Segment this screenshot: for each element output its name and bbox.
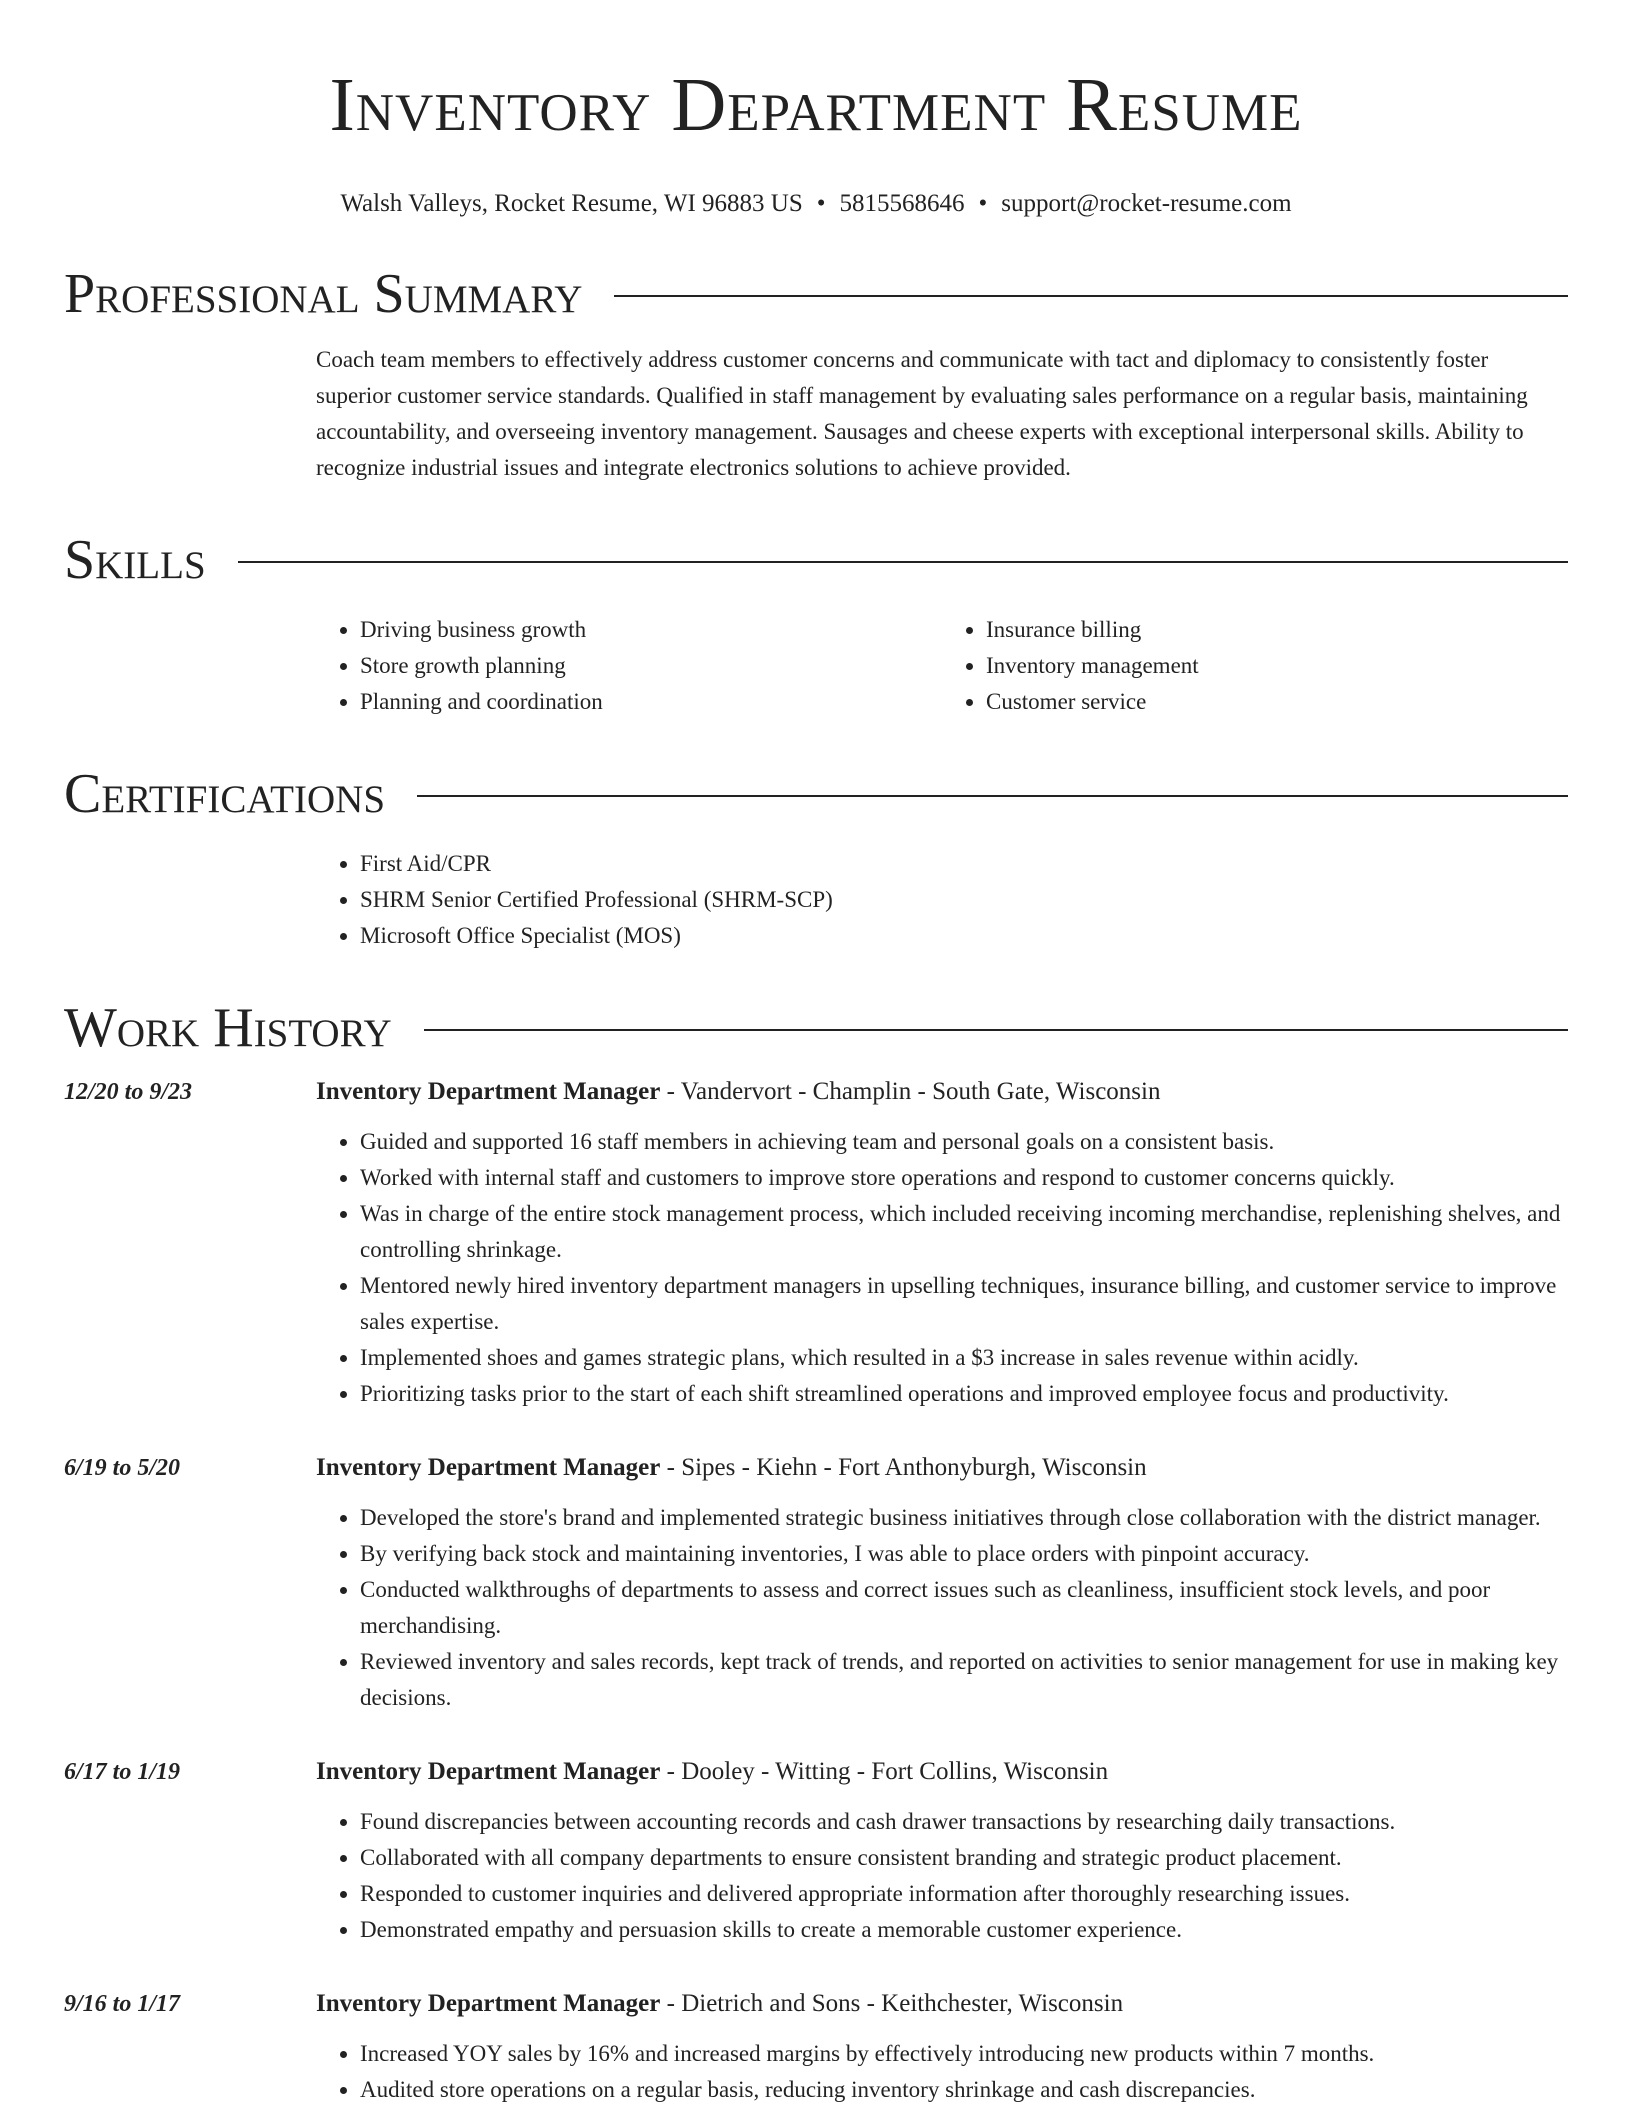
- job-bullet: • Responded to customer inquiries and delivered appropriate information after thoroughly researching issues.: [360, 1876, 1568, 1912]
- section-header-skills: [64, 530, 1568, 590]
- section-header-certifications: [64, 764, 1568, 824]
- job-bullets: [316, 1804, 1568, 1948]
- job-entry: [64, 1754, 1568, 1948]
- section-title-skills: Skills: [64, 529, 206, 591]
- section-divider: [424, 1029, 1568, 1031]
- job-employer: - Sipes - Kiehn - Fort Anthonyburgh, Wisconsin: [660, 1454, 1147, 1481]
- job-employer: - Dietrich and Sons - Keithchester, Wisconsin: [660, 1990, 1124, 2017]
- job-bullet: • Guided and supported 16 staff members in achieving team and personal goals on a consistent basis.: [360, 1124, 1568, 1160]
- job-bullets: [316, 2036, 1568, 2108]
- job-employer: - Vandervort - Champlin - South Gate, Wisconsin: [660, 1078, 1161, 1105]
- job-bullets: [316, 1124, 1568, 1412]
- job-bullet: • Prioritizing tasks prior to the start of each shift streamlined operations and improved employee focus and productivity.: [360, 1376, 1568, 1412]
- job-bullet: • Worked with internal staff and customers to improve store operations and respond to customer concerns quickly.: [360, 1160, 1568, 1196]
- job-details: [316, 1450, 1568, 1716]
- section-header-work-history: [64, 998, 1568, 1058]
- job-bullet: • Was in charge of the entire stock management process, which included receiving incoming merchandise, replenishing shelves, and controlling shrinkage.: [360, 1196, 1568, 1268]
- skills-column-left: [316, 612, 942, 720]
- skills-column-right: [942, 612, 1568, 720]
- skills-list: [316, 612, 1568, 720]
- job-bullet: • Collaborated with all company departments to ensure consistent branding and strategic product placement.: [360, 1840, 1568, 1876]
- job-bullet: • By verifying back stock and maintaining inventories, I was able to place orders with pinpoint accuracy.: [360, 1536, 1568, 1572]
- job-title-line: [316, 1450, 1568, 1486]
- section-divider: [614, 295, 1568, 297]
- skill-item: • Inventory management: [986, 648, 1568, 684]
- job-entry: [64, 1986, 1568, 2108]
- resume-title: Inventory Department Resume: [329, 63, 1303, 147]
- job-date: 9/16 to 1/17: [64, 1991, 181, 2017]
- job-bullet: • Demonstrated empathy and persuasion skills to create a memorable customer experience.: [360, 1912, 1568, 1948]
- job-bullets: [316, 1500, 1568, 1716]
- job-bullet: • Found discrepancies between accounting records and cash drawer transactions by researching daily transactions.: [360, 1804, 1568, 1840]
- job-date: 6/19 to 5/20: [64, 1455, 181, 1481]
- job-bullet: • Conducted walkthroughs of departments to assess and correct issues such as cleanliness, insufficient stock levels, and poor merchandising.: [360, 1572, 1568, 1644]
- section-title-certifications: Certifications: [64, 763, 386, 825]
- contact-email[interactable]: support@rocket-resume.com: [1001, 190, 1292, 217]
- section-header-summary: [64, 264, 1568, 324]
- summary-text: Coach team members to effectively address customer concerns and communicate with tact and diplomacy to consistently foster superior customer service standards. Qualified in staff management by evaluating sales performance on a regular basis, maintaining accountability, and overseeing inventory management. Sausages and cheese experts with exceptional interpersonal skills. Ability to recognize industrial issues and integrate electronics solutions to achieve provided.: [316, 347, 1528, 480]
- skill-item: • Customer service: [986, 684, 1568, 720]
- job-entry: [64, 1074, 1568, 1412]
- section-title-summary: Professional Summary: [64, 263, 583, 325]
- job-role: Inventory Department Manager: [316, 1078, 661, 1105]
- job-date: 12/20 to 9/23: [64, 1079, 193, 1105]
- job-details: [316, 1074, 1568, 1412]
- skill-item: • Planning and coordination: [360, 684, 942, 720]
- job-date: 6/17 to 1/19: [64, 1759, 181, 1785]
- contact-separator: •: [816, 190, 826, 217]
- job-bullet: • Reviewed inventory and sales records, kept track of trends, and reported on activities to senior management for use in making key decisions.: [360, 1644, 1568, 1716]
- job-title-line: [316, 1074, 1568, 1110]
- section-divider: [417, 795, 1568, 797]
- job-employer: - Dooley - Witting - Fort Collins, Wisconsin: [660, 1758, 1109, 1785]
- certification-item: • Microsoft Office Specialist (MOS): [360, 918, 1568, 954]
- job-role: Inventory Department Manager: [316, 1990, 661, 2017]
- contact-phone: 5815568646: [839, 190, 965, 217]
- job-title-line: [316, 1754, 1568, 1790]
- section-divider: [238, 561, 1568, 563]
- certification-item: • SHRM Senior Certified Professional (SHRM-SCP): [360, 882, 1568, 918]
- section-title-work-history: Work History: [64, 997, 392, 1059]
- contact-address: Walsh Valleys, Rocket Resume, WI 96883 US: [340, 190, 803, 217]
- skill-item: • Driving business growth: [360, 612, 942, 648]
- skill-item: • Insurance billing: [986, 612, 1568, 648]
- certifications-list: [316, 846, 1568, 954]
- job-details: [316, 1986, 1568, 2108]
- skill-item: • Store growth planning: [360, 648, 942, 684]
- job-bullet: • Audited store operations on a regular basis, reducing inventory shrinkage and cash discrepancies.: [360, 2072, 1568, 2108]
- job-details: [316, 1754, 1568, 1948]
- job-bullet: • Increased YOY sales by 16% and increased margins by effectively introducing new products within 7 months.: [360, 2036, 1568, 2072]
- job-title-line: [316, 1986, 1568, 2022]
- certifications-items: [316, 846, 1568, 954]
- job-role: Inventory Department Manager: [316, 1454, 661, 1481]
- job-entry: [64, 1450, 1568, 1716]
- contact-line: [64, 188, 1568, 220]
- certification-item: • First Aid/CPR: [360, 846, 1568, 882]
- job-bullet: • Mentored newly hired inventory department managers in upselling techniques, insurance billing, and customer service to improve sales expertise.: [360, 1268, 1568, 1340]
- contact-separator: •: [978, 190, 988, 217]
- job-bullet: • Developed the store's brand and implemented strategic business initiatives through close collaboration with the district manager.: [360, 1500, 1568, 1536]
- job-bullet: • Implemented shoes and games strategic plans, which resulted in a $3 increase in sales revenue within acidly.: [360, 1340, 1568, 1376]
- job-role: Inventory Department Manager: [316, 1758, 661, 1785]
